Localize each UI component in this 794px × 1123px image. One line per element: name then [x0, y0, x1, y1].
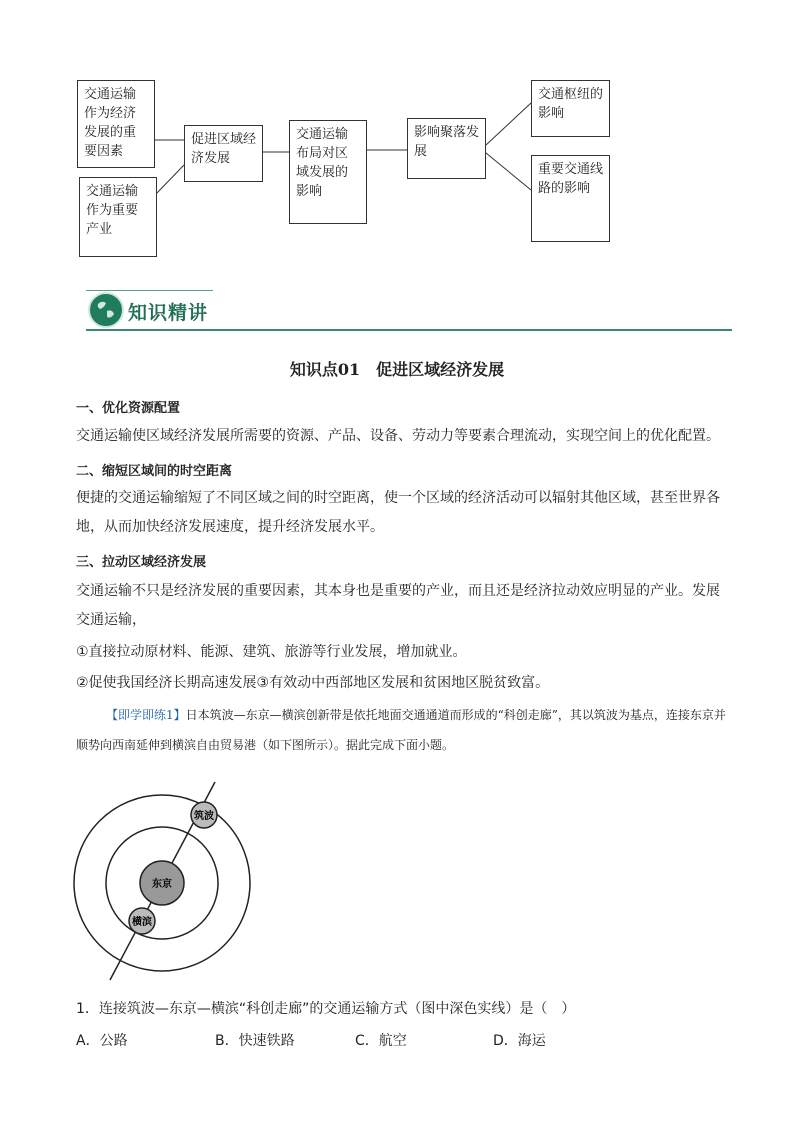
list-item-2: ②促使我国经济长期高速发展③有效动中西部地区发展和贫困地区脱贫致富。 — [76, 675, 550, 691]
flow-box-route: 重要交通线路的影响 — [531, 155, 610, 242]
banner-bottom-line — [86, 329, 732, 331]
flow-box-layout-impact: 交通运输布局对区域发展的影响 — [289, 120, 367, 224]
list-item-1: ①直接拉动原材料、能源、建筑、旅游等行业发展，增加就业。 — [76, 644, 467, 660]
flow-box-hub: 交通枢纽的影响 — [531, 80, 610, 137]
option-d[interactable]: D．海运 — [493, 1033, 546, 1049]
option-a[interactable]: A．公路 — [76, 1033, 128, 1049]
flow-box-promote-economy: 促进区域经济发展 — [184, 125, 263, 182]
corridor-map — [70, 775, 270, 985]
heading-shorten-distance: 二、缩短区域间的时空距离 — [76, 464, 233, 479]
label-tokyo: 东京 — [152, 879, 172, 890]
practice-text: 日本筑波—东京—横滨创新带是依托地面交通通道而形成的“科创走廊”，其以筑波为基点，连接东京并顺势向西南延伸到横滨自由贸易港（如下图所示）。据此完成下面小题。 — [76, 708, 726, 752]
practice-tag: 【即学即练1】 — [106, 708, 186, 722]
practice-paragraph — [76, 700, 726, 760]
heading-optimize-resources: 一、优化资源配置 — [76, 401, 181, 416]
paragraph-shorten-distance: 便捷的交通运输缩短了不同区域之间的时空距离，使一个区域的经济活动可以辐射其他区域，甚至世界各地，从而加快经济发展速度，提升经济发展水平。 — [76, 490, 720, 535]
banner-title: 知识精讲 — [128, 302, 209, 324]
section-title: 知识点01 促进区域经济发展 — [289, 360, 505, 379]
option-c[interactable]: C．航空 — [355, 1033, 407, 1049]
globe-icon — [88, 292, 124, 328]
question-stem: 1．连接筑波—东京—横滨“科创走廊”的交通运输方式（图中深色实线）是（ ） — [76, 1001, 576, 1017]
flow-box-transport-industry: 交通运输作为重要产业 — [79, 177, 157, 257]
label-yokohama: 横滨 — [132, 917, 152, 928]
label-tsukuba: 筑波 — [194, 811, 214, 822]
option-b[interactable]: B．快速铁路 — [215, 1033, 295, 1049]
banner-top-line — [86, 290, 213, 291]
paragraph-drive-economy: 交通运输不只是经济发展的重要因素，其本身也是重要的产业，而且还是经济拉动效应明显的产业。发展交通运输， — [76, 583, 720, 628]
flow-box-transport-factor: 交通运输作为经济发展的重要因素 — [77, 80, 155, 168]
heading-drive-economy: 三、拉动区域经济发展 — [76, 555, 207, 570]
paragraph-optimize-resources: 交通运输使区域经济发展所需要的资源、产品、设备、劳动力等要素合理流动，实现空间上的优化配置。 — [76, 428, 720, 444]
flow-box-settlement: 影响聚落发展 — [407, 118, 486, 179]
